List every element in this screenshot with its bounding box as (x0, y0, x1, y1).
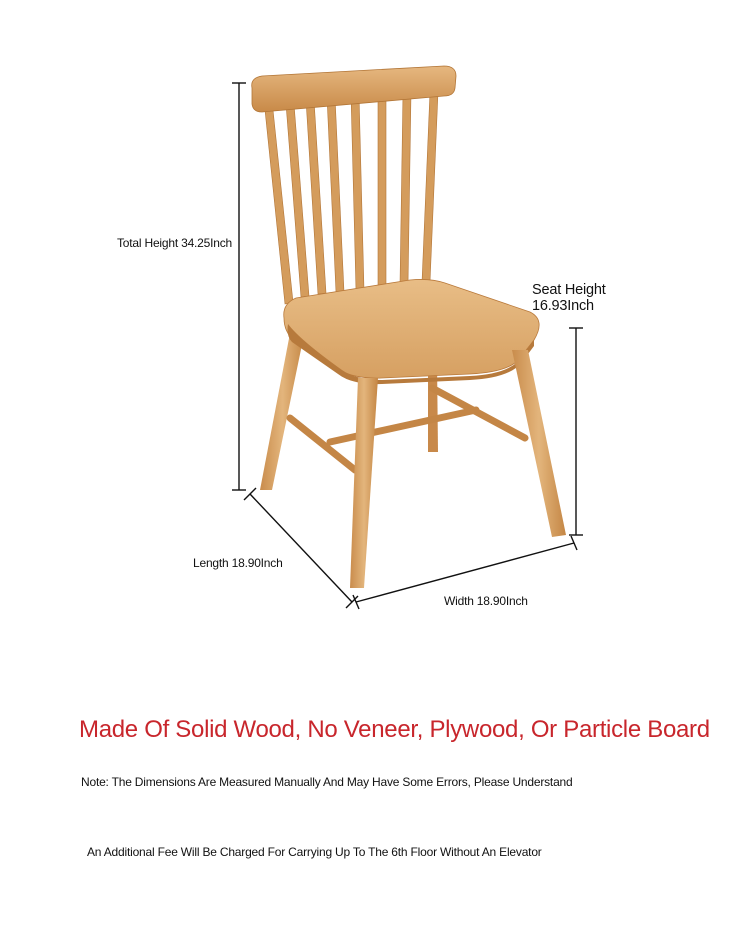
length-label: Length 18.90Inch (193, 556, 283, 570)
seat-height-value: 16.93Inch (532, 298, 594, 314)
seat-height-label (532, 282, 606, 314)
total-height-label: Total Height 34.25Inch (117, 236, 233, 250)
dimension-note: Note: The Dimensions Are Measured Manually And May Have Some Errors, Please Understand (81, 775, 573, 789)
leg-stretchers (290, 388, 525, 470)
seat-height-title: Seat Height (532, 282, 606, 298)
back-spindles (265, 92, 438, 304)
front-legs (350, 350, 566, 588)
material-headline: Made Of Solid Wood, No Veneer, Plywood, Or Particle Board (79, 716, 710, 743)
delivery-fee-note: An Additional Fee Will Be Charged For Carrying Up To The 6th Floor Without An Elevator (87, 845, 542, 859)
width-label: Width 18.90Inch (444, 594, 528, 608)
chair-seat (284, 279, 539, 384)
